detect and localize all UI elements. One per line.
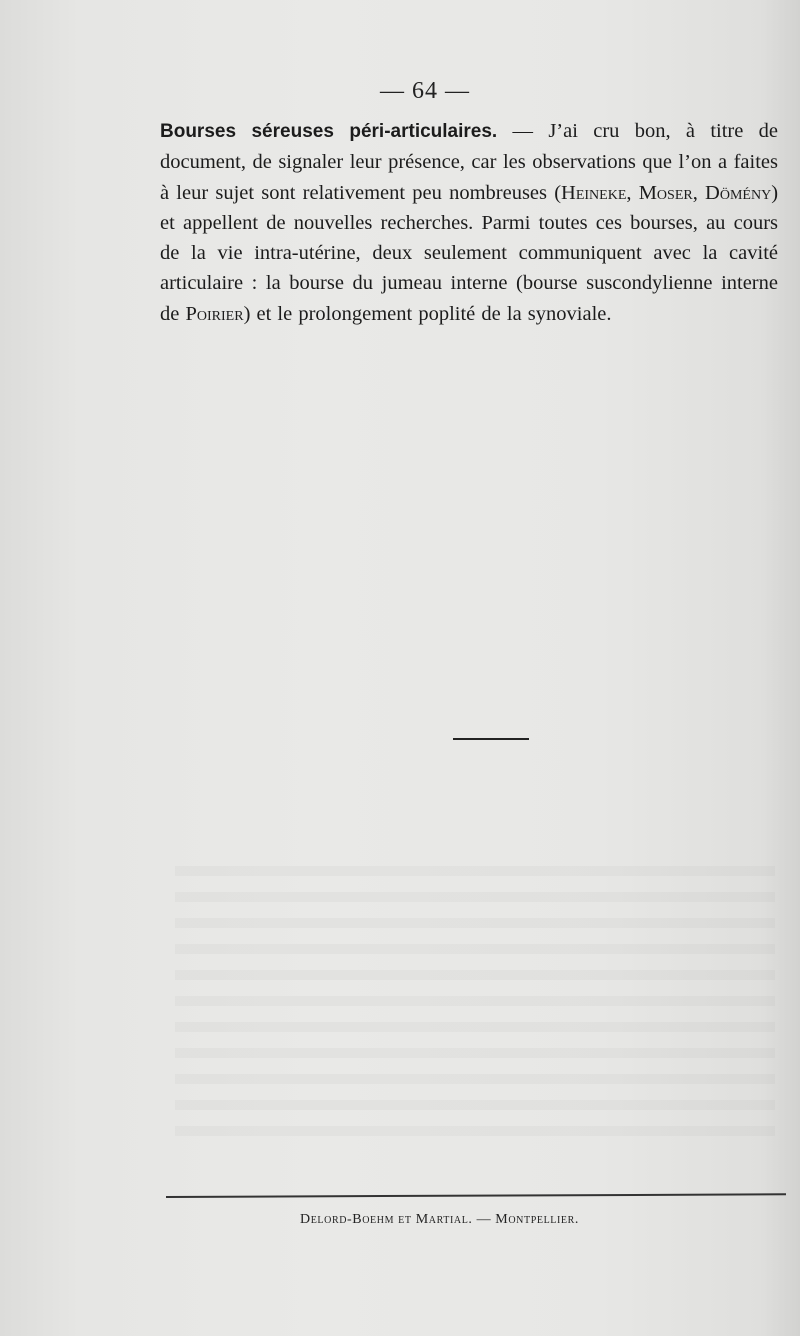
section-divider bbox=[453, 738, 529, 740]
author-name: Poirier bbox=[185, 302, 244, 325]
author-name: Dömény bbox=[705, 181, 772, 204]
body-text-2: ) et appellent de nouvelles recherches. Parmi toutes ces bourses, au cours de la vie intra-utérine, deux seulement communiquent avec la cavité articulaire : la bourse du jumeau interne (bourse suscondylienne interne de bbox=[160, 181, 779, 325]
author-name: Heineke bbox=[561, 181, 627, 204]
bleed-through-texture bbox=[175, 850, 775, 1150]
section-heading: Bourses séreuses péri-articulaires. bbox=[160, 121, 498, 142]
printer-imprint: Delord-Boehm et Martial. — Montpellier. bbox=[300, 1212, 580, 1227]
author-name: Moser bbox=[638, 181, 693, 204]
body-paragraph bbox=[160, 116, 778, 329]
page-number: — 64 — bbox=[380, 78, 470, 104]
body-text-3: ) et le prolongement poplité de la synoviale. bbox=[243, 302, 612, 325]
separator: , bbox=[692, 181, 706, 204]
footer-rule bbox=[166, 1193, 786, 1197]
separator: , bbox=[626, 181, 639, 204]
body-text-1: — J’ai cru bon, à titre de document, de signaler leur présence, car les observations que l’on a faites à leur sujet sont relativement peu nombreuses ( bbox=[160, 120, 778, 204]
